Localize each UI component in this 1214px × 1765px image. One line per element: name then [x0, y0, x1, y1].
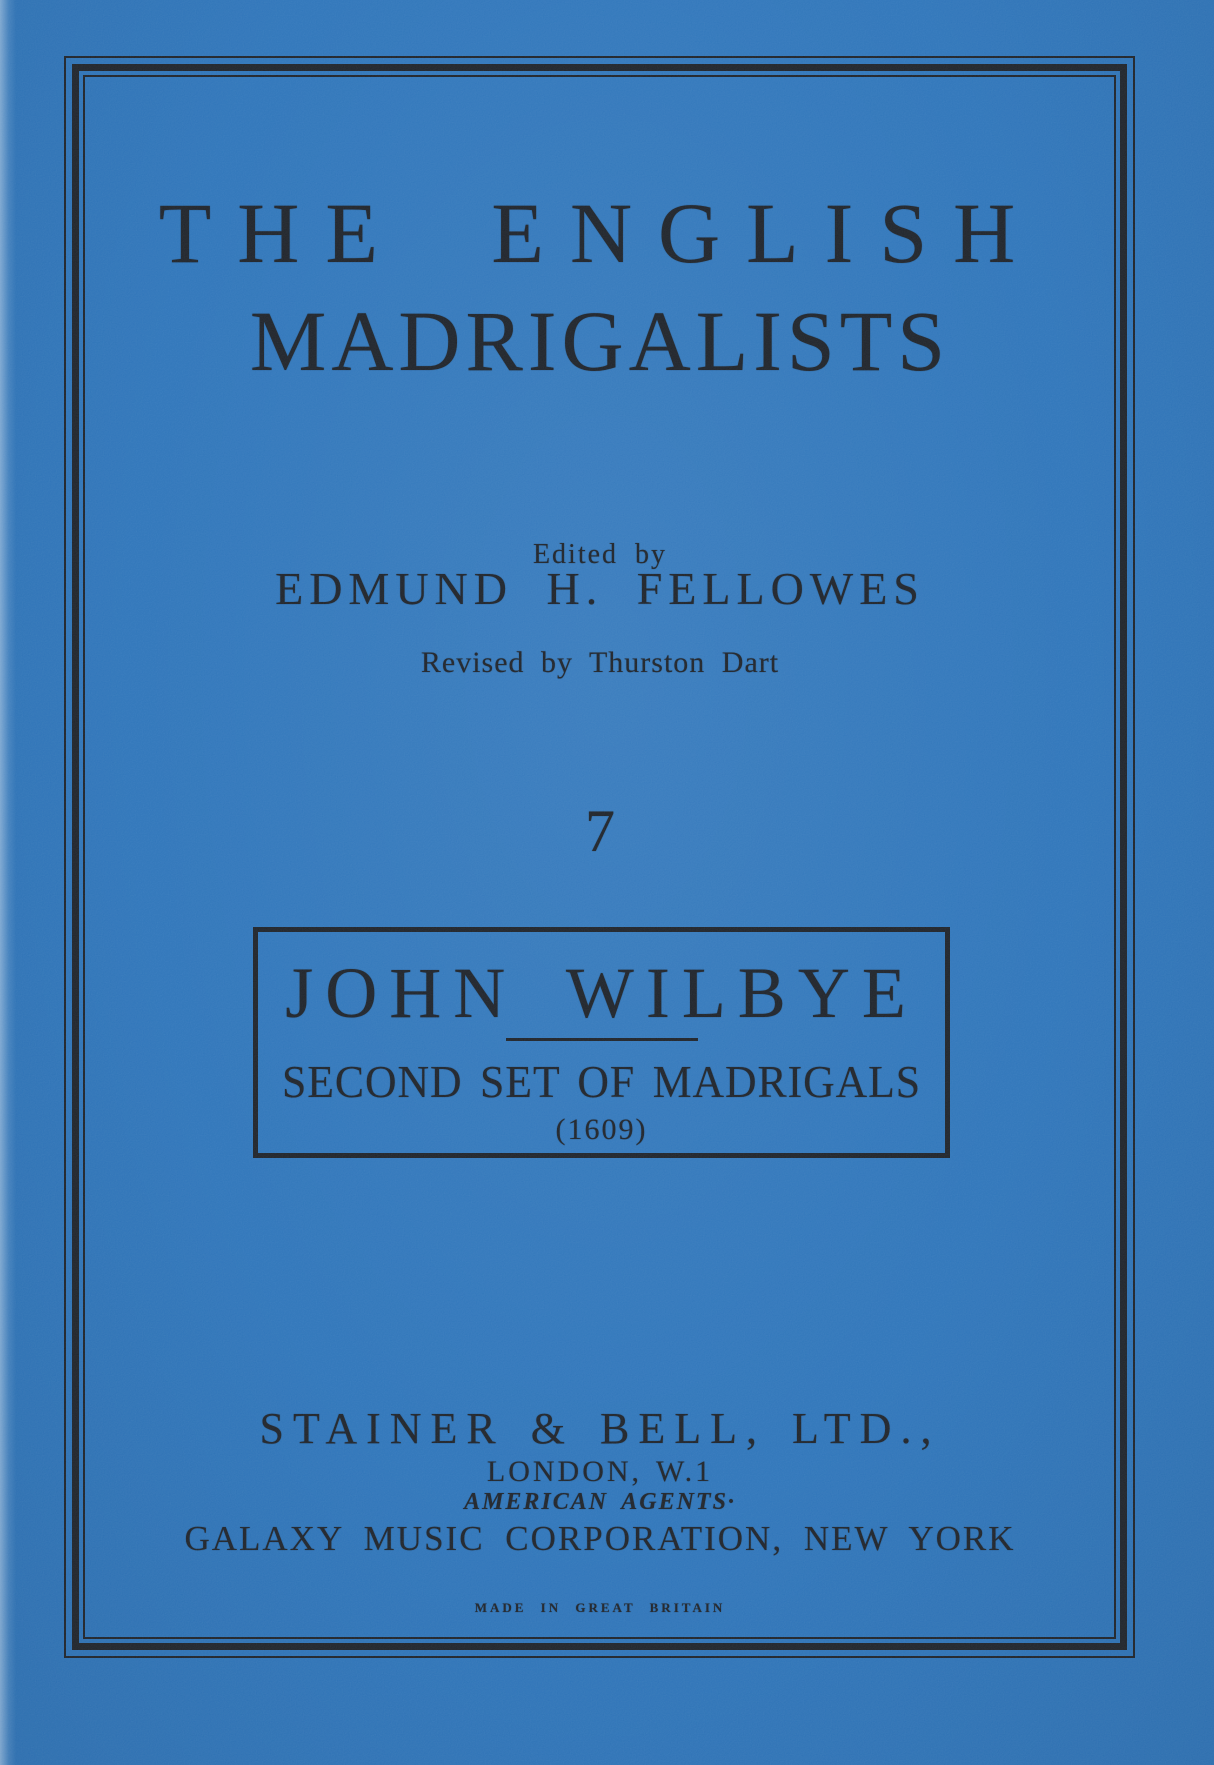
work-title: SECOND SET OF MADRIGALS [281, 1056, 922, 1107]
divider-rule [506, 1038, 698, 1041]
american-agents-name: GALAXY MUSIC CORPORATION, NEW YORK [184, 1519, 1016, 1558]
revision-credit: Revised by Thurston Dart [420, 646, 780, 679]
edited-by-label: Edited by [532, 539, 668, 570]
volume-number: 7 [585, 798, 615, 864]
publisher-location: LONDON, W.1 [486, 1455, 714, 1488]
volume-title-box [253, 927, 950, 1158]
composer-name: JOHN WILBYE [285, 953, 918, 1033]
series-title-line2: MADRIGALISTS [249, 293, 951, 389]
series-title-line1: THE ENGLISH [158, 185, 1042, 281]
editor-name: EDMUND H. FELLOWES [275, 563, 925, 614]
publisher-name: STAINER & BELL, LTD., [259, 1404, 941, 1453]
work-year: (1609) [555, 1113, 648, 1146]
american-agents-label: AMERICAN AGENTS· [464, 1489, 736, 1515]
made-in-notice: MADE IN GREAT BRITAIN [474, 1600, 726, 1615]
